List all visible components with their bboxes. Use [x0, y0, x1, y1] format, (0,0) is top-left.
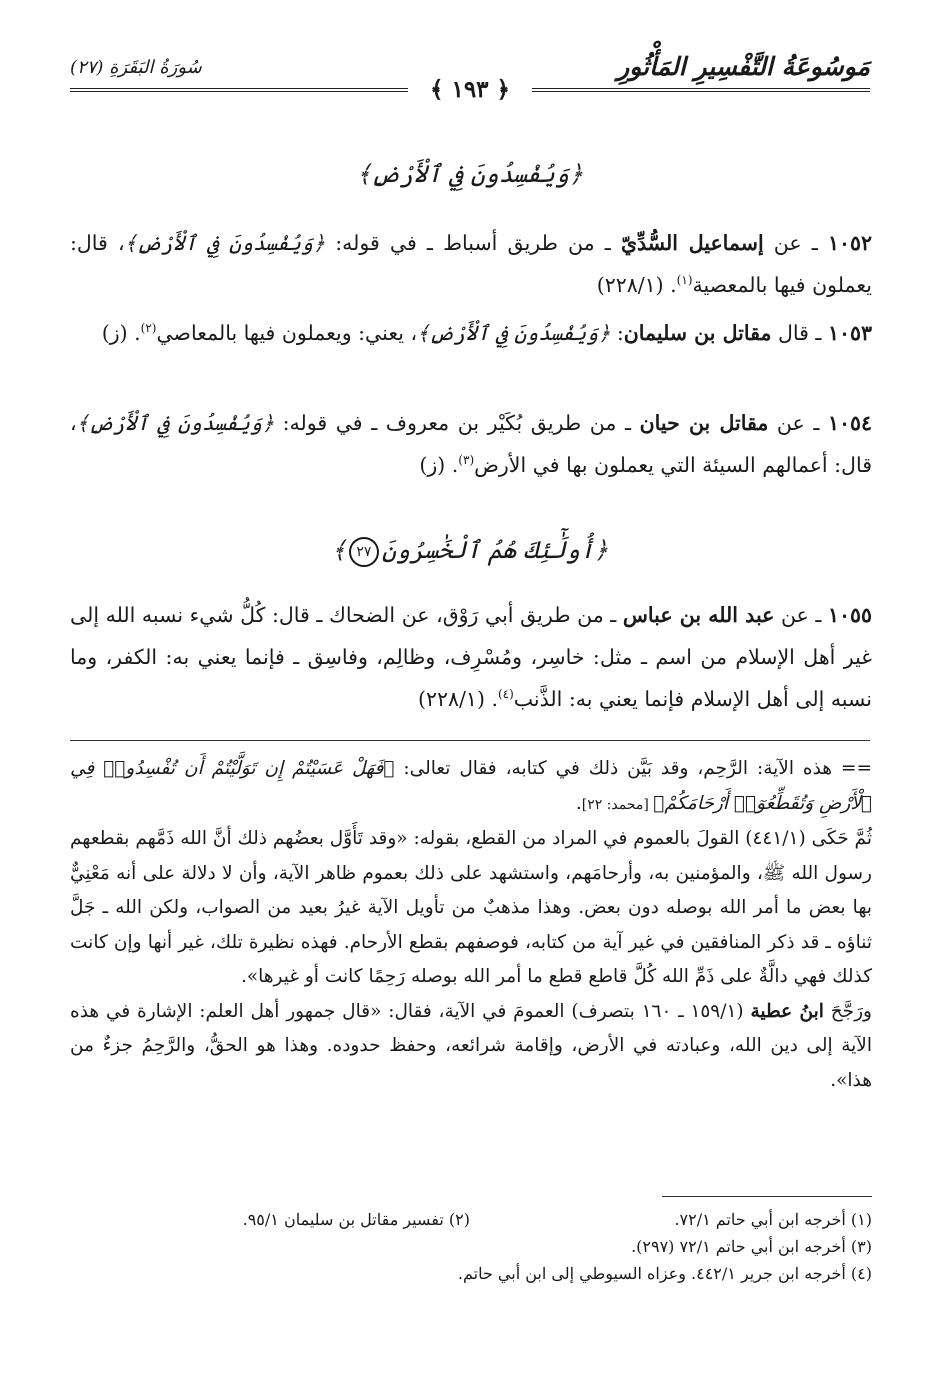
quran-quote: ﴿وَيُفْسِدُونَ فِي ٱلْأَرْضِ﴾	[76, 411, 274, 435]
commentary-text: ورَجَّحَ	[823, 1000, 872, 1022]
surah-label: سُورَةُ البَقَرَةِ (٢٧)	[70, 57, 202, 78]
narration-number: ١٠٥٤	[827, 411, 872, 435]
commentary-text: == هذه الآية: الرَّحِم، وقد بَيَّن ذلك في كتابه، فقال تعالى:	[394, 758, 872, 779]
footnote-marker: (٢)	[140, 321, 157, 336]
footnote-marker: (١)	[676, 273, 693, 288]
narration-text: ، قال: يعملون فيها بالمعصية	[70, 231, 872, 297]
footnote-marker: (٣)	[458, 453, 475, 468]
narration-text: ـ من طريق أبي رَوْق، عن الضحاك ـ قال: كُلُّ شيء نسبه الله إلى غير أهل الإسلام من اسم ـ مثل: خاسِر، ومُسْرِف، وظالِم، وفاسِق ـ فإنما يعني به: الكفر، وما نسبه إلى أهل الإسلام فإنما يعني به: الذَّنب	[70, 603, 872, 711]
footnote-2: (٢) تفسير مقاتل بن سليمان ٩٥/١.	[242, 1210, 470, 1229]
narrator-name: مقاتل بن حيان	[639, 411, 769, 435]
footnote-3: (٣) أخرجه ابن أبي حاتم ٧٢/١ (٢٩٧).	[631, 1237, 872, 1256]
narrator-name: إسماعيل السُّدِّيّ	[620, 231, 764, 255]
narration-text: :	[610, 321, 624, 345]
narration-text: ـ عن	[768, 411, 828, 435]
commentary-text: .	[575, 792, 582, 814]
narration-1055	[70, 594, 872, 720]
running-header	[70, 52, 870, 102]
narration-1052	[70, 222, 872, 306]
scholar-name: ابنُ عطية	[750, 1000, 824, 1022]
narration-text: ، يعني: ويعملون فيها بالمعاصي	[156, 321, 418, 345]
header-rule-right	[532, 88, 870, 92]
verse-heading-2	[70, 536, 870, 567]
commentary-text: (١٥٩/١ ـ ١٦٠ بتصرف) العمومَ في الآية، فقال: «قال جمهور أهل العلم: الإشارة في هذه الآية إلى دين الله، وعبادته في الأرض، وإقامة شرائعه، وحفظ حدوده. وهذا هو الحقُّ، والرَّحِمُ جزءٌ من هذا».	[70, 1000, 872, 1091]
commentary-paragraph: ثُمَّ حَكَى (٤٤١/١) القولَ بالعموم في المراد من القطع، بقوله: «وقد تَأَوَّل بعضُهم ذلك أنَّ الله ذَمَّهم بقطعهم رسول الله ﷺ، والمؤمنين به، وأرحامَهم، واستشهد على ذلك بعموم ظاهر الآية، وأن لا دلالة على أنه مَعْنِيٌّ بها بعض ما أمر الله بوصله دون بعض. وهذا مذهبٌ من تأويل الآية غيرُ بعيد من الصواب، ولكن الله ـ جَلَّ ثناؤه ـ قد ذكر المنافقين في غير آية من كتابه، فوصفهم بقطع الأرحام. فهذه نظيرة تلك، غير أنها وإن كانت كذلك فهي دالَّةٌ على ذَمِّ الله كُلَّ قاطع قطع ما أمر الله بوصله رَحِمًا كانت أو غيرها».	[70, 828, 873, 987]
verse-text: ﴿أُولَٰٓئِكَ هُمُ ٱلْخَٰسِرُونَ	[381, 536, 609, 564]
header-rule-left	[70, 88, 408, 92]
narration-reference: . (٢٢٨/١)	[596, 273, 677, 297]
footnote-1: (١) أخرجه ابن أبي حاتم ٧٢/١.	[674, 1210, 872, 1229]
verse-heading-1: ﴿وَيُفْسِدُونَ فِي ٱلْأَرْضِ﴾	[356, 160, 584, 188]
narrator-name: مقاتل بن سليمان	[623, 321, 772, 345]
commentary-block	[70, 752, 872, 1098]
ayah-number-medallion: ٢٧	[349, 537, 379, 567]
narration-reference: . (ز)	[101, 321, 141, 345]
narration-1054	[70, 402, 872, 486]
commentary-paragraph	[70, 752, 872, 822]
narration-text: ـ من طريق أسباط ـ في قوله:	[325, 231, 621, 255]
narration-number: ١٠٥٥	[827, 603, 872, 627]
footnote-marker: (٤)	[497, 687, 514, 702]
commentary-separator	[70, 740, 870, 741]
narration-reference: . (٢٢٨/١)	[417, 687, 498, 711]
footnote-4: (٤) أخرجه ابن جرير ٤٤٢/١. وعزاه السيوطي إلى ابن أبي حاتم.	[457, 1264, 872, 1283]
quran-quote: ﴿وَيُفْسِدُونَ فِي ٱلْأَرْضِ﴾	[417, 321, 611, 345]
narration-text: ـ من طريق بُكَيْر بن معروف ـ في قوله:	[274, 411, 640, 435]
narration-number: ١٠٥٣	[827, 321, 872, 345]
commentary-paragraph	[70, 995, 872, 1099]
narration-text: ـ قال	[771, 321, 828, 345]
narration-text: ـ عن	[774, 603, 828, 627]
narrator-name: عبد الله بن عباس	[622, 603, 775, 627]
footnote-rule	[662, 1196, 872, 1197]
narration-1053	[70, 312, 872, 354]
verse-reference: [محمد: ٢٢]	[581, 796, 654, 813]
footnotes	[68, 1206, 872, 1287]
narration-number: ١٠٥٢	[827, 231, 872, 255]
page-number: ﴿ ١٩٣ ﴾	[429, 76, 511, 103]
narration-text: ، قال: أعمالهم السيئة التي يعملون بها في الأرض	[70, 411, 872, 477]
narration-reference: . (ز)	[419, 453, 459, 477]
verse-close-bracket: ﴾	[331, 536, 346, 564]
quran-quote: ﴿فَهَلْ عَسَيْتُمْ إِن تَوَلَّيْتُمْ أَن تُفْسِدُوا۟ فِي ٱلْأَرْضِ وَتُقَطِّعُوٓا۟ أَرْحَامَكُمْ﴾	[70, 758, 872, 814]
narration-text: ـ عن	[763, 231, 828, 255]
quran-quote: ﴿وَيُفْسِدُونَ فِي ٱلْأَرْضِ﴾	[124, 231, 326, 255]
book-title: مَوسُوعَةُ التَّفْسِيرِ المَأْثُورِ	[617, 52, 870, 81]
